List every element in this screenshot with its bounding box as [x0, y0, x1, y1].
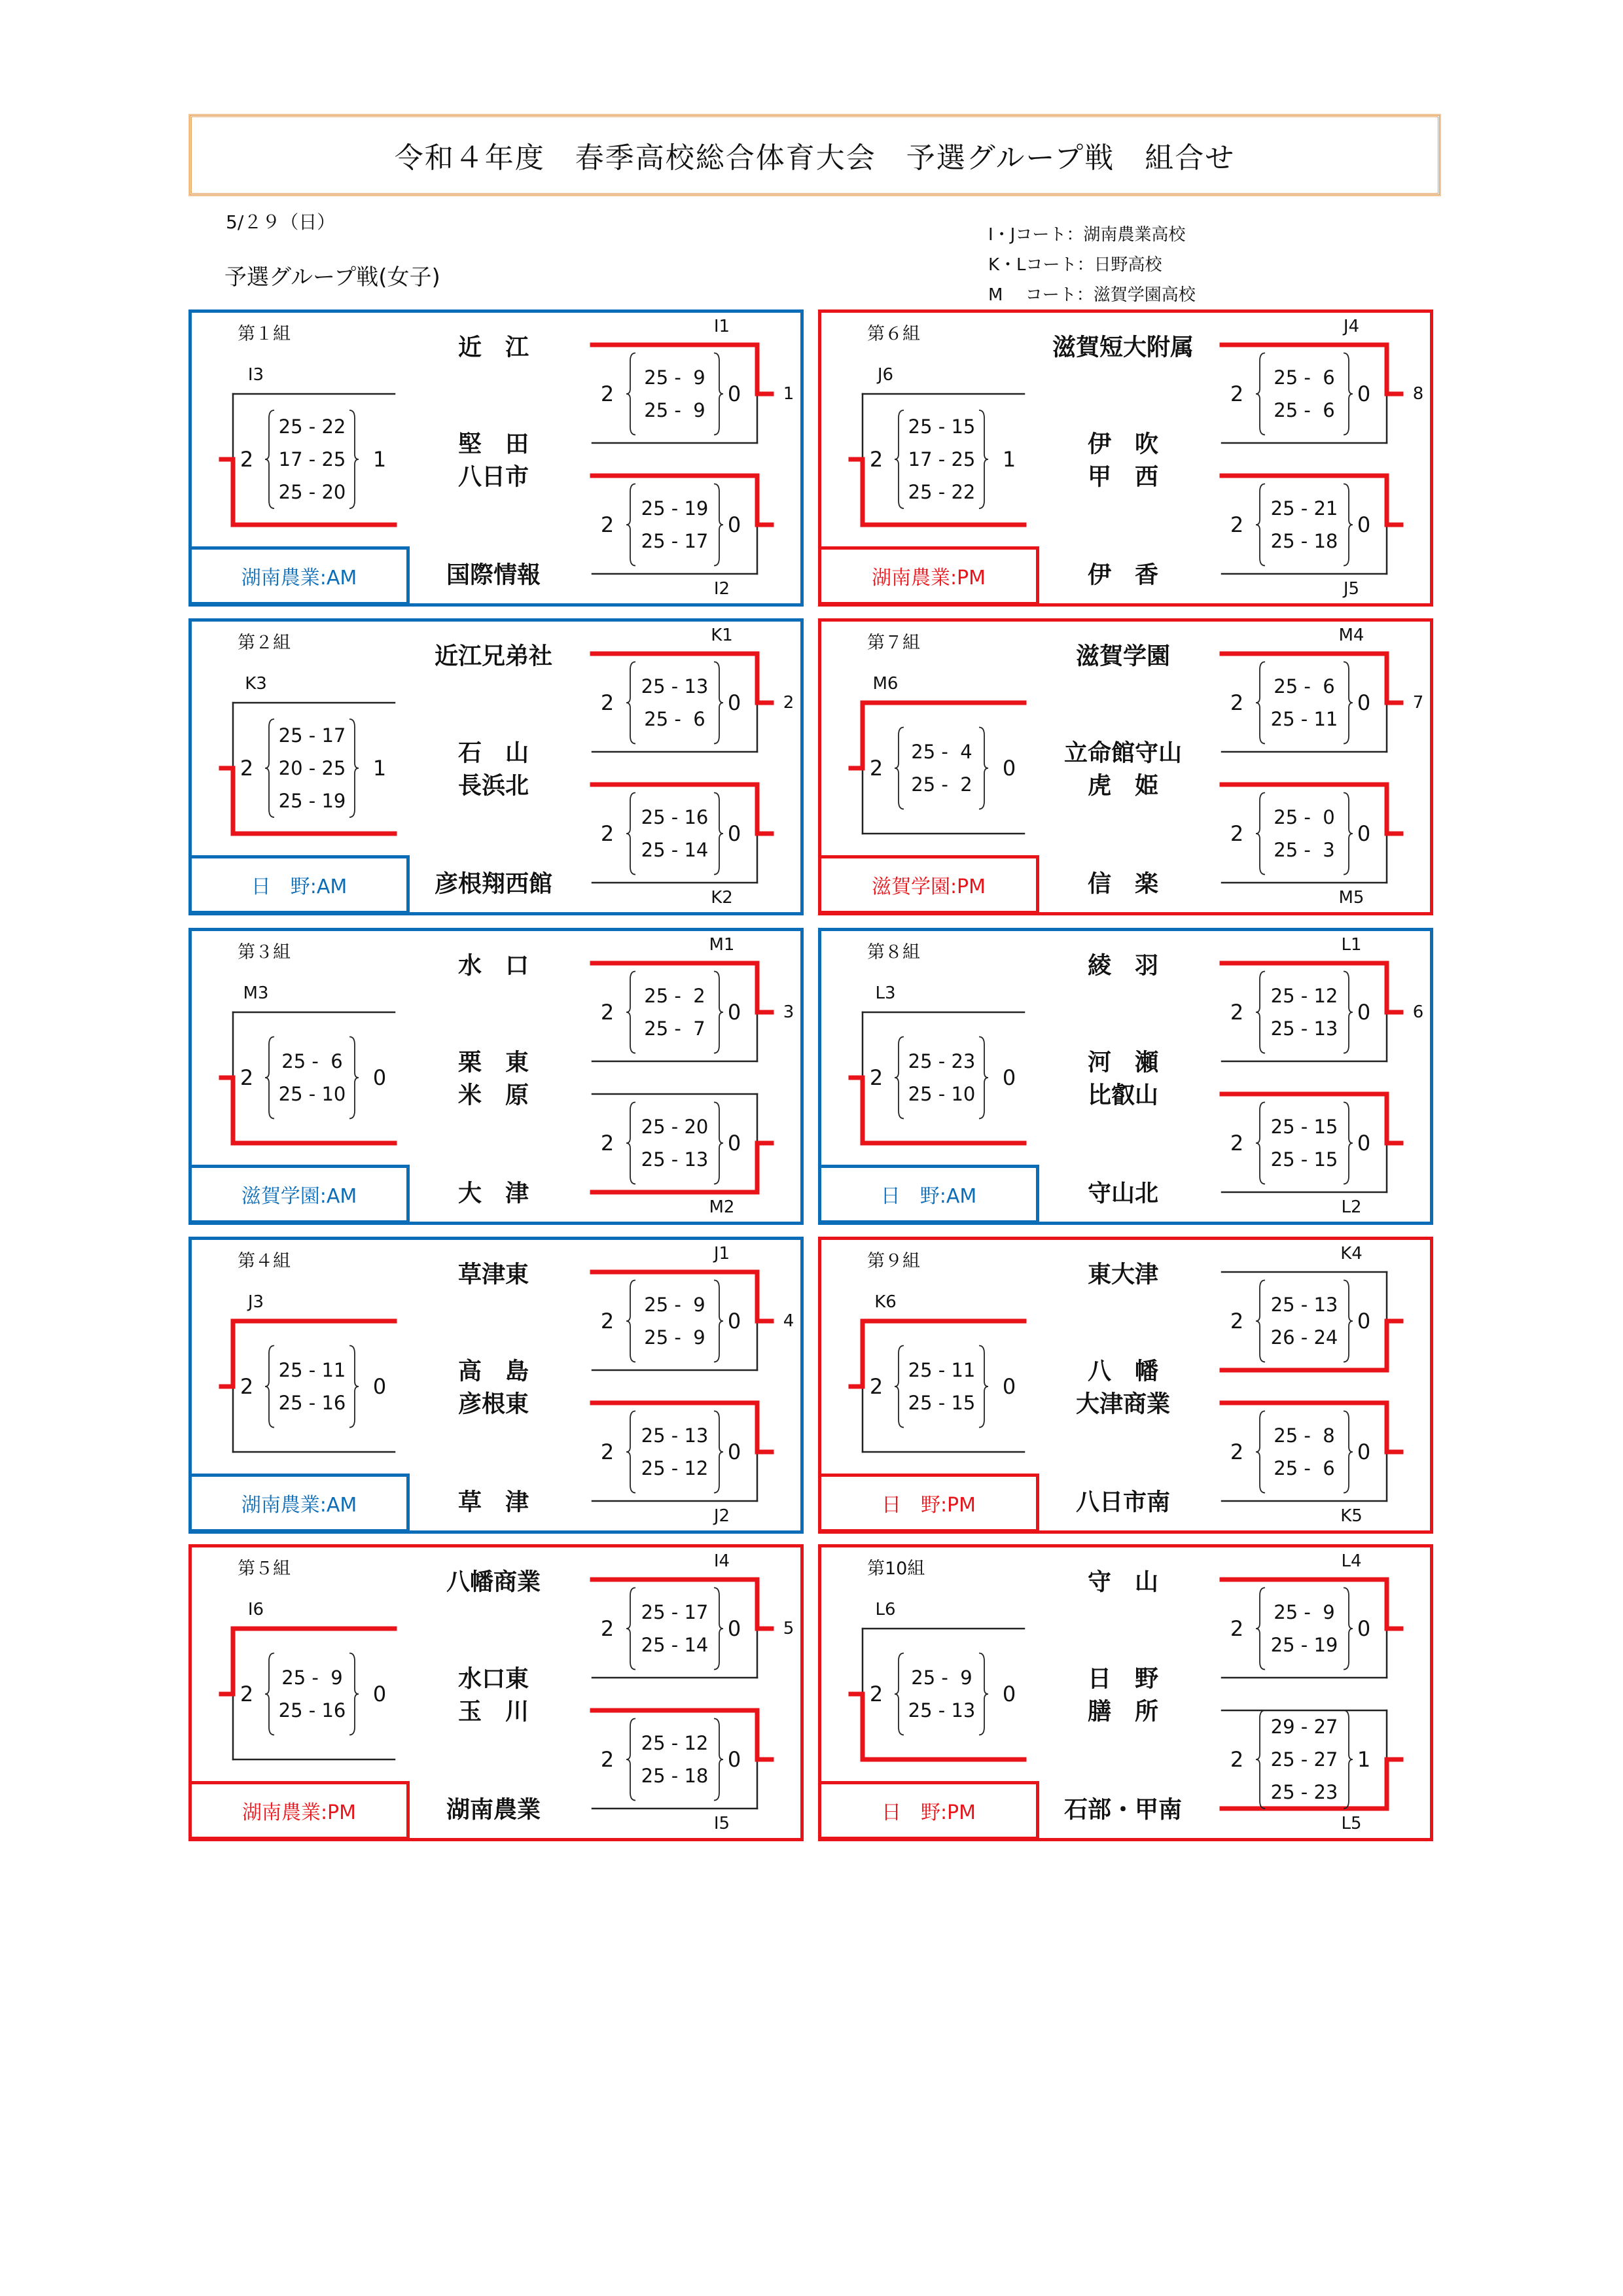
team-name: 伊 香: [1087, 561, 1158, 589]
home-sets-won: 2: [1230, 1131, 1244, 1156]
right-brace: [1344, 972, 1353, 1053]
left-brace: [626, 972, 635, 1053]
set-score: 25 - 6: [281, 1050, 343, 1072]
set-score: 25 - 15: [908, 415, 976, 438]
court-info: I・Jコート：湖南農業高校: [988, 225, 1186, 245]
group-box: [818, 618, 1433, 915]
right-brace: [1344, 1411, 1353, 1493]
team-name: 水口東: [457, 1665, 529, 1693]
right-brace: [714, 662, 723, 744]
set-score: 25 - 19: [278, 790, 346, 812]
right-brace: [714, 1719, 723, 1801]
home-sets-won: 2: [600, 1439, 615, 1464]
left-brace: [895, 1346, 904, 1428]
side-number: 6: [1412, 1002, 1424, 1022]
away-sets-won: 0: [727, 1616, 741, 1641]
court-code-top-right: K4: [1340, 1244, 1363, 1263]
left-brace: [1256, 353, 1265, 435]
court-code-bottom-right: M2: [709, 1197, 735, 1217]
set-score: 25 - 22: [278, 415, 346, 438]
away-sets-won: 0: [1002, 756, 1016, 781]
team-name: 守 山: [1087, 1568, 1158, 1596]
set-score: 25 - 15: [1270, 1116, 1338, 1138]
court-code-top-right: M1: [709, 935, 735, 955]
team-name: 水 口: [457, 952, 529, 980]
home-sets-won: 2: [240, 756, 254, 781]
away-sets-won: 0: [1357, 1616, 1371, 1641]
venue-label: 湖南農業:AM: [188, 1474, 410, 1532]
team-name: 八 幡: [1087, 1358, 1158, 1385]
section-title: 予選グループ戦(女子): [224, 264, 440, 291]
left-brace: [626, 793, 635, 875]
left-brace: [895, 1037, 904, 1119]
team-name: 湖南農業: [446, 1796, 541, 1824]
home-sets-won: 2: [600, 1000, 615, 1025]
side-number: 8: [1412, 384, 1424, 404]
team-name: 栗 東: [457, 1049, 529, 1076]
home-sets-won: 2: [869, 447, 883, 472]
away-sets-won: 0: [727, 512, 741, 537]
left-brace: [626, 1719, 635, 1801]
left-brace: [626, 662, 635, 744]
left-brace: [1256, 484, 1265, 566]
home-sets-won: 2: [869, 1682, 883, 1706]
home-sets-won: 2: [869, 1065, 883, 1090]
group-label: 第８組: [867, 942, 920, 963]
left-brace: [265, 1346, 274, 1428]
team-name: 高 島: [457, 1358, 529, 1385]
away-sets-won: 0: [1357, 512, 1371, 537]
set-score: 25 - 2: [911, 773, 972, 796]
set-score: 25 - 9: [644, 366, 705, 389]
away-sets-won: 0: [372, 1682, 387, 1706]
team-name: 八日市: [457, 463, 529, 491]
right-brace: [714, 353, 723, 435]
away-sets-won: 0: [372, 1065, 387, 1090]
away-sets-won: 0: [727, 381, 741, 406]
home-sets-won: 2: [1230, 690, 1244, 715]
team-name: 堅 田: [457, 431, 529, 458]
set-score: 25 - 12: [641, 1457, 709, 1479]
home-sets-won: 2: [600, 381, 615, 406]
set-score: 25 - 17: [641, 530, 709, 552]
group-label: 第１組: [238, 324, 291, 344]
away-sets-won: 0: [727, 1309, 741, 1333]
court-code-top-right: M4: [1338, 626, 1364, 645]
team-name: 大 津: [457, 1180, 529, 1207]
group-label: 第５組: [238, 1559, 291, 1579]
set-score: 20 - 25: [278, 757, 346, 779]
court-code-top-right: L1: [1341, 935, 1362, 955]
away-sets-won: 0: [727, 1131, 741, 1156]
team-name: 立命館守山: [1063, 739, 1182, 767]
left-brace: [626, 1411, 635, 1493]
home-sets-won: 2: [1230, 512, 1244, 537]
away-sets-won: 0: [1357, 690, 1371, 715]
court-code-top-right: I4: [713, 1551, 730, 1571]
group-box: [818, 1237, 1433, 1534]
right-brace: [714, 1411, 723, 1493]
set-score: 25 - 13: [908, 1699, 976, 1722]
set-score: 25 - 4: [911, 741, 972, 763]
court-code-bottom-right: J2: [713, 1506, 730, 1526]
venue-label: 湖南農業:PM: [818, 546, 1039, 605]
set-score: 25 - 13: [641, 675, 709, 698]
court-code-bottom-right: K2: [711, 888, 733, 908]
side-number: 3: [783, 1002, 794, 1022]
set-score: 25 - 18: [641, 1765, 709, 1787]
left-brace: [1256, 1103, 1265, 1184]
court-code-left: J6: [877, 365, 894, 385]
venue-label: 滋賀学園:PM: [818, 855, 1039, 914]
team-name: 虎 姫: [1087, 772, 1158, 800]
venue-label: 湖南農業:PM: [188, 1781, 410, 1840]
away-sets-won: 0: [1357, 1000, 1371, 1025]
right-brace: [1344, 793, 1353, 875]
away-sets-won: 0: [1357, 1131, 1371, 1156]
home-sets-won: 2: [240, 1065, 254, 1090]
group-label: 第９組: [867, 1251, 920, 1271]
left-brace: [1256, 1588, 1265, 1670]
group-label: 第４組: [238, 1251, 291, 1271]
team-name: 河 瀬: [1087, 1049, 1158, 1076]
page-title: 令和４年度 春季高校総合体育大会 予選グループ戦 組合せ: [394, 141, 1236, 175]
away-sets-won: 0: [727, 690, 741, 715]
right-brace: [714, 793, 723, 875]
set-score: 25 - 9: [644, 1294, 705, 1316]
set-score: 25 - 18: [1270, 530, 1338, 552]
court-code-bottom-right: L5: [1341, 1814, 1362, 1833]
left-brace: [626, 484, 635, 566]
team-name: 彦根翔西館: [434, 870, 552, 898]
right-brace: [979, 1037, 988, 1119]
set-score: 25 - 11: [908, 1359, 976, 1381]
court-code-left: L6: [875, 1600, 896, 1619]
set-score: 25 - 7: [644, 1017, 705, 1040]
team-name: 八幡商業: [446, 1568, 541, 1596]
team-name: 石 山: [457, 739, 529, 767]
set-score: 25 - 8: [1274, 1424, 1335, 1447]
right-brace: [979, 1653, 988, 1735]
set-score: 25 - 13: [1270, 1017, 1338, 1040]
team-name: 石部・甲南: [1063, 1796, 1182, 1824]
set-score: 25 - 9: [1274, 1601, 1335, 1623]
set-score: 25 - 9: [644, 399, 705, 421]
set-score: 25 - 21: [1270, 497, 1338, 520]
group-box: [818, 309, 1433, 607]
home-sets-won: 2: [1230, 1309, 1244, 1333]
team-name: 日 野: [1087, 1665, 1158, 1693]
team-name: 膳 所: [1087, 1698, 1158, 1725]
right-brace: [1344, 1280, 1353, 1362]
team-name: 彦根東: [457, 1390, 529, 1418]
court-code-bottom-right: K5: [1340, 1506, 1363, 1526]
away-sets-won: 0: [727, 1000, 741, 1025]
team-name: 守山北: [1087, 1180, 1158, 1207]
group-label: 第７組: [867, 633, 920, 653]
home-sets-won: 2: [600, 1616, 615, 1641]
home-sets-won: 2: [1230, 821, 1244, 846]
group-box: [188, 1237, 804, 1534]
group-label: 第３組: [238, 942, 291, 963]
group-box: [188, 618, 804, 915]
home-sets-won: 2: [600, 690, 615, 715]
set-score: 25 - 13: [641, 1424, 709, 1447]
set-score: 17 - 25: [908, 448, 976, 470]
team-name: 近江兄弟社: [434, 643, 552, 670]
court-code-left: M6: [872, 674, 899, 694]
set-score: 25 - 3: [1274, 839, 1335, 861]
away-sets-won: 0: [1357, 1309, 1371, 1333]
home-sets-won: 2: [600, 1309, 615, 1333]
team-name: 八日市南: [1075, 1489, 1170, 1516]
set-score: 25 - 19: [641, 497, 709, 520]
away-sets-won: 0: [372, 1374, 387, 1399]
left-brace: [265, 1037, 274, 1119]
away-sets-won: 1: [372, 756, 387, 781]
away-sets-won: 0: [727, 1439, 741, 1464]
right-brace: [714, 1103, 723, 1184]
set-score: 25 - 11: [1270, 708, 1338, 730]
left-brace: [1256, 972, 1265, 1053]
left-brace: [626, 1280, 635, 1362]
right-brace: [1344, 662, 1353, 744]
left-brace: [626, 1103, 635, 1184]
set-score: 25 - 14: [641, 1634, 709, 1656]
court-code-top-right: K1: [711, 626, 733, 645]
set-score: 25 - 27: [1270, 1748, 1338, 1771]
right-brace: [349, 1037, 359, 1119]
court-info: K・Lコート：日野高校: [988, 255, 1162, 275]
right-brace: [1344, 353, 1353, 435]
group-label: 第６組: [867, 324, 920, 344]
away-sets-won: 0: [727, 1747, 741, 1772]
right-brace: [979, 1346, 988, 1428]
court-code-bottom-right: I2: [713, 579, 730, 599]
home-sets-won: 2: [1230, 1616, 1244, 1641]
home-sets-won: 2: [240, 1682, 254, 1706]
set-score: 25 - 23: [908, 1050, 976, 1072]
team-name: 玉 川: [457, 1698, 529, 1725]
home-sets-won: 2: [869, 1374, 883, 1399]
team-name: 滋賀短大附属: [1052, 334, 1194, 361]
set-score: 25 - 10: [908, 1083, 976, 1105]
set-score: 26 - 24: [1270, 1326, 1338, 1349]
side-number: 4: [783, 1311, 794, 1331]
court-code-left: L3: [875, 983, 896, 1003]
team-name: 近 江: [457, 334, 529, 361]
set-score: 25 - 13: [1270, 1294, 1338, 1316]
set-score: 25 - 12: [641, 1732, 709, 1754]
home-sets-won: 2: [240, 1374, 254, 1399]
group-box: [818, 928, 1433, 1225]
left-brace: [1256, 793, 1265, 875]
left-brace: [1256, 1710, 1265, 1809]
set-score: 25 - 6: [1274, 1457, 1335, 1479]
set-score: 25 - 6: [644, 708, 705, 730]
court-code-top-right: J4: [1343, 317, 1360, 336]
set-score: 25 - 15: [908, 1392, 976, 1414]
set-score: 25 - 2: [644, 985, 705, 1007]
court-code-top-right: J1: [713, 1244, 730, 1263]
side-number: 5: [783, 1619, 794, 1638]
home-sets-won: 2: [600, 512, 615, 537]
left-brace: [895, 728, 904, 809]
set-score: 25 - 16: [641, 806, 709, 828]
side-number: 7: [1412, 693, 1424, 713]
side-number: 1: [783, 384, 794, 404]
home-sets-won: 2: [600, 821, 615, 846]
right-brace: [714, 1280, 723, 1362]
left-brace: [1256, 1280, 1265, 1362]
set-score: 25 - 16: [278, 1699, 346, 1722]
court-code-left: I3: [247, 365, 264, 385]
left-brace: [626, 353, 635, 435]
team-name: 綾 羽: [1087, 952, 1158, 980]
away-sets-won: 1: [1002, 447, 1016, 472]
set-score: 25 - 15: [1270, 1148, 1338, 1171]
set-score: 29 - 27: [1270, 1716, 1338, 1738]
group-box: [188, 309, 804, 607]
set-score: 25 - 11: [278, 1359, 346, 1381]
set-score: 25 - 19: [1270, 1634, 1338, 1656]
team-name: 比叡山: [1087, 1082, 1158, 1109]
set-score: 17 - 25: [278, 448, 346, 470]
court-code-top-right: I1: [713, 317, 730, 336]
title-box: [190, 115, 1440, 195]
right-brace: [714, 1588, 723, 1670]
group-label: 第10組: [867, 1559, 925, 1579]
left-brace: [626, 1588, 635, 1670]
right-brace: [1344, 484, 1353, 566]
away-sets-won: 0: [1357, 1439, 1371, 1464]
court-code-bottom-right: M5: [1338, 888, 1364, 908]
left-brace: [1256, 662, 1265, 744]
home-sets-won: 2: [600, 1131, 615, 1156]
group-box: [818, 1544, 1433, 1841]
home-sets-won: 2: [1230, 1000, 1244, 1025]
set-score: 25 - 6: [1274, 675, 1335, 698]
right-brace: [1344, 1588, 1353, 1670]
set-score: 25 - 10: [278, 1083, 346, 1105]
away-sets-won: 0: [727, 821, 741, 846]
venue-label: 日 野:PM: [818, 1781, 1039, 1840]
set-score: 25 - 6: [1274, 399, 1335, 421]
team-name: 大津商業: [1075, 1390, 1170, 1418]
set-score: 25 - 9: [281, 1667, 343, 1689]
away-sets-won: 0: [1357, 821, 1371, 846]
group-box: [188, 1544, 804, 1841]
team-name: 草津東: [457, 1261, 529, 1288]
team-name: 伊 吹: [1087, 431, 1158, 458]
home-sets-won: 2: [869, 756, 883, 781]
set-score: 25 - 14: [641, 839, 709, 861]
team-name: 長浜北: [457, 772, 529, 800]
away-sets-won: 0: [1002, 1065, 1016, 1090]
set-score: 25 - 20: [278, 481, 346, 503]
team-name: 信 楽: [1087, 870, 1158, 898]
set-score: 25 - 9: [644, 1326, 705, 1349]
venue-label: 湖南農業:AM: [188, 546, 410, 605]
team-name: 滋賀学園: [1075, 643, 1170, 670]
court-code-bottom-right: L2: [1341, 1197, 1362, 1217]
court-code-left: M3: [243, 983, 269, 1003]
date: 5/２９（日）: [226, 211, 336, 233]
side-number: 2: [783, 693, 794, 713]
venue-label: 日 野:AM: [188, 855, 410, 914]
set-score: 25 - 13: [641, 1148, 709, 1171]
venue-label: 日 野:AM: [818, 1165, 1039, 1224]
court-code-bottom-right: I5: [713, 1814, 730, 1833]
home-sets-won: 2: [1230, 381, 1244, 406]
team-name: 東大津: [1087, 1261, 1158, 1288]
team-name: 米 原: [457, 1082, 529, 1109]
right-brace: [349, 1653, 359, 1735]
court-code-left: K6: [874, 1292, 897, 1312]
set-score: 25 - 6: [1274, 366, 1335, 389]
set-score: 25 - 23: [1270, 1781, 1338, 1803]
right-brace: [714, 484, 723, 566]
court-code-top-right: L4: [1341, 1551, 1362, 1571]
court-code-bottom-right: J5: [1343, 579, 1360, 599]
group-label: 第２組: [238, 633, 291, 653]
court-code-left: J3: [247, 1292, 264, 1312]
away-sets-won: 0: [1002, 1682, 1016, 1706]
right-brace: [1344, 1710, 1353, 1809]
set-score: 25 - 0: [1274, 806, 1335, 828]
right-brace: [714, 972, 723, 1053]
team-name: 甲 西: [1087, 463, 1158, 491]
set-score: 25 - 17: [641, 1601, 709, 1623]
left-brace: [265, 1653, 274, 1735]
away-sets-won: 1: [372, 447, 387, 472]
left-brace: [1256, 1411, 1265, 1493]
away-sets-won: 1: [1357, 1747, 1371, 1772]
court-code-left: K3: [245, 674, 267, 694]
court-code-left: I6: [247, 1600, 264, 1619]
home-sets-won: 2: [240, 447, 254, 472]
court-info: M コート：滋賀学園高校: [988, 285, 1196, 305]
right-brace: [979, 728, 988, 809]
home-sets-won: 2: [600, 1747, 615, 1772]
set-score: 25 - 22: [908, 481, 976, 503]
left-brace: [895, 1653, 904, 1735]
group-box: [188, 928, 804, 1225]
venue-label: 滋賀学園:AM: [188, 1165, 410, 1224]
set-score: 25 - 16: [278, 1392, 346, 1414]
venue-label: 日 野:PM: [818, 1474, 1039, 1532]
right-brace: [349, 1346, 359, 1428]
team-name: 草 津: [457, 1489, 529, 1516]
set-score: 25 - 17: [278, 724, 346, 747]
away-sets-won: 0: [1002, 1374, 1016, 1399]
away-sets-won: 0: [1357, 381, 1371, 406]
right-brace: [1344, 1103, 1353, 1184]
set-score: 25 - 12: [1270, 985, 1338, 1007]
set-score: 25 - 9: [911, 1667, 972, 1689]
home-sets-won: 2: [1230, 1439, 1244, 1464]
set-score: 25 - 20: [641, 1116, 709, 1138]
home-sets-won: 2: [1230, 1747, 1244, 1772]
team-name: 国際情報: [446, 561, 541, 589]
